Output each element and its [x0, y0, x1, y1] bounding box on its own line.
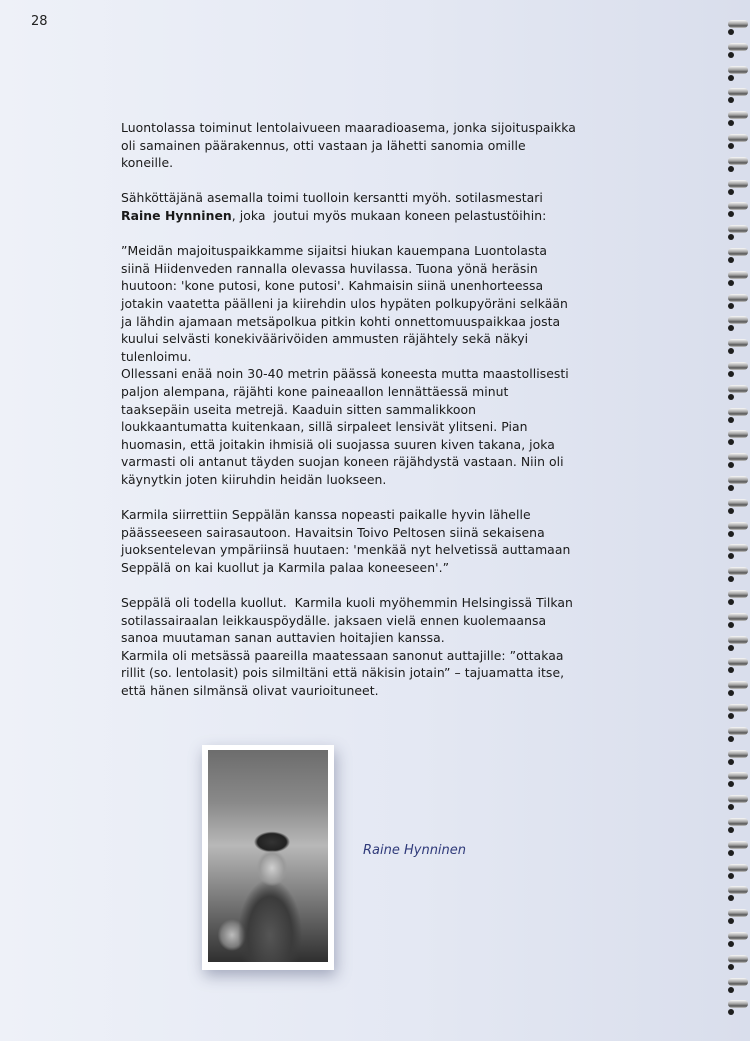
binding-hole	[728, 759, 734, 765]
binding-hole	[728, 348, 734, 354]
binding-ring	[728, 681, 748, 689]
binding-ring	[728, 248, 748, 256]
body-text	[121, 119, 616, 700]
binding-ring	[728, 955, 748, 963]
binding-hole	[728, 257, 734, 263]
binding-ring	[728, 932, 748, 940]
photo-caption: Raine Hynninen	[363, 843, 467, 858]
telegraphist-intro: Sähköttäjänä asemalla toimi tuolloin kersantti myöh. sotilasmestari	[121, 190, 543, 206]
binding-ring	[728, 408, 748, 416]
binding-hole	[728, 941, 734, 947]
binding-hole	[728, 576, 734, 582]
binding-hole	[728, 508, 734, 514]
binding-hole	[728, 599, 734, 605]
binding-hole	[728, 439, 734, 445]
page-number: 28	[31, 14, 48, 29]
binding-ring	[728, 704, 748, 712]
binding-ring	[728, 978, 748, 986]
binding-hole	[728, 781, 734, 787]
binding-hole	[728, 873, 734, 879]
paragraph-quote: ”Meidän majoituspaikkamme sijaitsi hiukan kauempana Luontolasta siinä Hiidenveden rannalla olevassa huvilassa. Tuona yönä heräsin huutoon: 'kone putosi, kone putosi'. Kahmaisin siinä unenhorteessa jotakin vaatetta päälleni ja kiirehdin ulos hypäten polkupyöräni selkään ja lähdin ajamaan metsäpolkua pitkin kohti onnettomuuspaikkaa josta kuului selvästi konekiväärivöiden ammusten räjähtely sekä näkyi tulenloimu. Ollessani enää noin 30-40 metrin päässä koneesta mutta maastollisesti paljon alempana, räjähti kone paineaallon lennättäessä minut taaksepäin useita metrejä. Kaaduin sitten sammalikkoon loukkaantumatta kuitenkaan, sillä sirpaleet lensivät ylitseni. Pian huomasin, että joitakin ihmisiä oli suojassa suuren kiven takana, joka varmasti oli antanut täyden suojan koneen räjähdystä vastaan. Niin oli käynytkin joten kiiruhdin heidän luokseen.	[121, 243, 569, 487]
binding-ring	[728, 772, 748, 780]
binding-ring	[728, 499, 748, 507]
binding-hole	[728, 166, 734, 172]
binding-ring	[728, 20, 748, 28]
binding-ring	[728, 567, 748, 575]
binding-ring	[728, 157, 748, 165]
binding-ring	[728, 522, 748, 530]
binding-hole	[728, 531, 734, 537]
binding-ring	[728, 316, 748, 324]
binding-hole	[728, 303, 734, 309]
binding-ring	[728, 88, 748, 96]
binding-hole	[728, 143, 734, 149]
binding-hole	[728, 75, 734, 81]
binding-ring	[728, 225, 748, 233]
binding-ring	[728, 453, 748, 461]
binding-ring	[728, 271, 748, 279]
binding-hole	[728, 622, 734, 628]
binding-hole	[728, 462, 734, 468]
binding-hole	[728, 987, 734, 993]
telegraphist-continuation: , joka joutui myös mukaan koneen pelastustöihin:	[231, 207, 547, 223]
binding-hole	[728, 736, 734, 742]
binding-hole	[728, 234, 734, 240]
binding-ring	[728, 795, 748, 803]
binding-ring	[728, 134, 748, 142]
binding-ring	[728, 430, 748, 438]
binding-hole	[728, 895, 734, 901]
binding-ring	[728, 613, 748, 621]
binding-hole	[728, 645, 734, 651]
binding-ring	[728, 362, 748, 370]
binding-hole	[728, 485, 734, 491]
binding-hole	[728, 371, 734, 377]
binding-ring	[728, 294, 748, 302]
binding-hole	[728, 52, 734, 58]
binding-hole	[728, 804, 734, 810]
binding-ring	[728, 658, 748, 666]
binding-hole	[728, 690, 734, 696]
portrait-photo-frame	[202, 745, 334, 970]
binding-hole	[728, 713, 734, 719]
portrait-photo	[208, 750, 328, 962]
paragraph-death: Seppälä oli todella kuollut. Karmila kuoli myöhemmin Helsingissä Tilkan sotilassairaalan leikkauspöydälle. jaksaen vielä ennen kuolemaansa sanoa muutaman sanan auttavien hoitajien kanssa. Karmila oli metsässä paareilla maatessaan sanonut auttajille: ”ottakaa rillit (so. lentolasit) pois silmiltäni että näkisin jotain” – tajuamatta itse, että hänen silmänsä olivat vaurioituneet.	[121, 595, 573, 698]
binding-hole	[728, 394, 734, 400]
binding-ring	[728, 385, 748, 393]
binding-ring	[728, 111, 748, 119]
binding-hole	[728, 325, 734, 331]
binding-ring	[728, 202, 748, 210]
binding-ring	[728, 66, 748, 74]
binding-hole	[728, 120, 734, 126]
binding-ring	[728, 636, 748, 644]
binding-ring	[728, 750, 748, 758]
binding-ring	[728, 590, 748, 598]
binding-hole	[728, 1009, 734, 1015]
binding-ring	[728, 841, 748, 849]
binding-hole	[728, 97, 734, 103]
binding-hole	[728, 553, 734, 559]
paragraph-telegraphist	[121, 189, 616, 224]
binding-ring	[728, 43, 748, 51]
binding-ring	[728, 544, 748, 552]
binding-hole	[728, 918, 734, 924]
binding-ring	[728, 1000, 748, 1008]
binding-ring	[728, 180, 748, 188]
binding-ring	[728, 339, 748, 347]
binding-hole	[728, 827, 734, 833]
paragraph-ambulance: Karmila siirrettiin Seppälän kanssa nopeasti paikalle hyvin lähelle päässeeseen sairasautoon. Havaitsin Toivo Peltosen siinä sekaisena juoksentelevan ympäriinsä huutaen: 'menkää nyt helvetissä auttamaan Seppälä on kai kuollut ja Karmila palaa koneeseen'.”	[121, 507, 571, 575]
binding-hole	[728, 850, 734, 856]
paragraph-radio-station: Luontolassa toiminut lentolaivueen maaradioasema, jonka sijoituspaikka oli samainen päärakennus, otti vastaan ja lähetti sanomia omille koneille.	[121, 120, 576, 171]
binding-hole	[728, 29, 734, 35]
spiral-binding	[726, 20, 750, 1030]
binding-hole	[728, 211, 734, 217]
binding-hole	[728, 667, 734, 673]
binding-hole	[728, 280, 734, 286]
binding-hole	[728, 417, 734, 423]
binding-hole	[728, 189, 734, 195]
binding-ring	[728, 476, 748, 484]
binding-hole	[728, 964, 734, 970]
binding-ring	[728, 886, 748, 894]
binding-ring	[728, 727, 748, 735]
binding-ring	[728, 864, 748, 872]
bold-name: Raine Hynninen	[121, 207, 232, 223]
binding-ring	[728, 818, 748, 826]
binding-ring	[728, 909, 748, 917]
